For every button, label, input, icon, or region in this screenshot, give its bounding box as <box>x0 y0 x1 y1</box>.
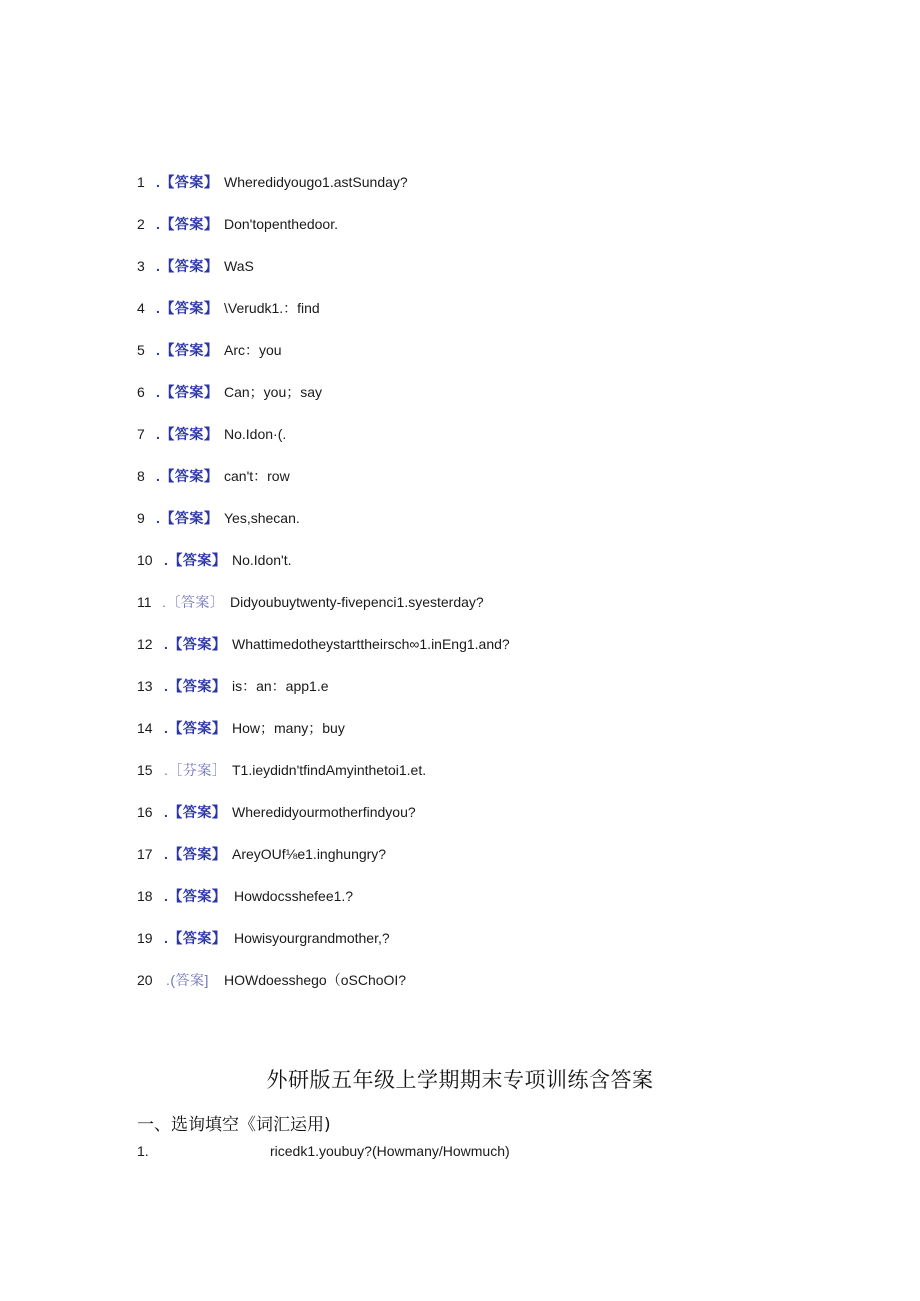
answer-text: Wheredidyougo1.astSunday? <box>224 174 408 190</box>
answer-number: 3 <box>137 258 145 274</box>
answer-tag: .【答案】 <box>164 552 227 568</box>
answer-number: 9 <box>137 510 145 526</box>
answer-number: 8 <box>137 468 145 484</box>
section-heading: 一、选询填空《词汇运用) <box>137 1115 331 1135</box>
answer-tag: .【答案】 <box>156 300 219 316</box>
answer-text: Wheredidyourmotherfindyou? <box>232 804 416 820</box>
answer-number: 15 <box>137 762 153 778</box>
answer-text: T1.ieydidn'tfindAmyinthetoi1.et. <box>232 762 427 778</box>
answer-text: Whattimedotheystarttheirsch∞1.inEng1.and? <box>232 636 510 652</box>
answer-text: Howdocsshefee1.? <box>234 888 354 904</box>
answer-text: Didyoubuytwenty-fivepenci1.syesterday? <box>230 594 484 610</box>
answer-tag: .【答案】 <box>156 216 219 232</box>
answer-number: 17 <box>137 846 153 862</box>
answer-text: Arc：you <box>224 342 282 358</box>
answer-tag: .【答案】 <box>156 510 219 526</box>
answer-number: 12 <box>137 636 153 652</box>
answer-tag: .【答案】 <box>164 804 227 820</box>
answer-tag: .【答案】 <box>164 720 227 736</box>
answer-text: No.Idon·(. <box>224 426 287 442</box>
answer-tag: .【答案】 <box>156 342 219 358</box>
answer-number: 4 <box>137 300 145 316</box>
question-number: 1. <box>137 1143 149 1159</box>
document-title: 外研版五年级上学期期末专项训练含答案 <box>266 1068 654 1092</box>
answer-text: can't：row <box>224 468 290 484</box>
answer-number: 14 <box>137 720 153 736</box>
answer-number: 20 <box>137 972 153 988</box>
answer-text: AreyOUf⅛e1.inghungry? <box>232 846 387 862</box>
answer-number: 7 <box>137 426 145 442</box>
answer-tag: .【答案】 <box>156 384 219 400</box>
answer-text: HOWdoesshego（oSChoOI? <box>224 972 407 988</box>
answer-number: 2 <box>137 216 145 232</box>
answer-tag: .【答案】 <box>156 174 219 190</box>
answer-number: 5 <box>137 342 145 358</box>
answer-tag: .〔答案〕 <box>162 594 225 610</box>
answer-text: No.Idon't. <box>232 552 292 568</box>
answer-number: 10 <box>137 552 153 568</box>
answer-tag: .【答案】 <box>164 930 227 946</box>
answer-number: 19 <box>137 930 153 946</box>
answer-number: 18 <box>137 888 153 904</box>
answer-text: Howisyourgrandmother,? <box>234 930 390 946</box>
answer-tag: .【答案】 <box>164 678 227 694</box>
answer-text: WaS <box>224 258 254 274</box>
answer-tag: .【答案】 <box>156 426 219 442</box>
answer-tag: .【答案】 <box>156 258 219 274</box>
answer-number: 13 <box>137 678 153 694</box>
answer-number: 1 <box>137 174 145 190</box>
answer-text: Can；you；say <box>224 384 323 400</box>
answer-tag: .【答案】 <box>164 888 227 904</box>
answer-tag: .［芬案］ <box>164 762 227 778</box>
answer-text: is：an：app1.e <box>232 678 329 694</box>
answer-text: How；many；buy <box>232 720 345 736</box>
answer-text: Don'topenthedoor. <box>224 216 338 232</box>
question-text: ricedk1.youbuy?(Howmany/Howmuch) <box>270 1143 510 1159</box>
answer-text: Yes,shecan. <box>224 510 300 526</box>
answer-tag: .【答案】 <box>156 468 219 484</box>
answer-number: 16 <box>137 804 153 820</box>
answer-tag: .【答案】 <box>164 636 227 652</box>
answer-tag: .(答案] <box>166 972 209 988</box>
answer-number: 11 <box>137 594 152 610</box>
answer-number: 6 <box>137 384 145 400</box>
answer-text: \Verudk1.：find <box>224 300 320 316</box>
answer-tag: .【答案】 <box>164 846 227 862</box>
